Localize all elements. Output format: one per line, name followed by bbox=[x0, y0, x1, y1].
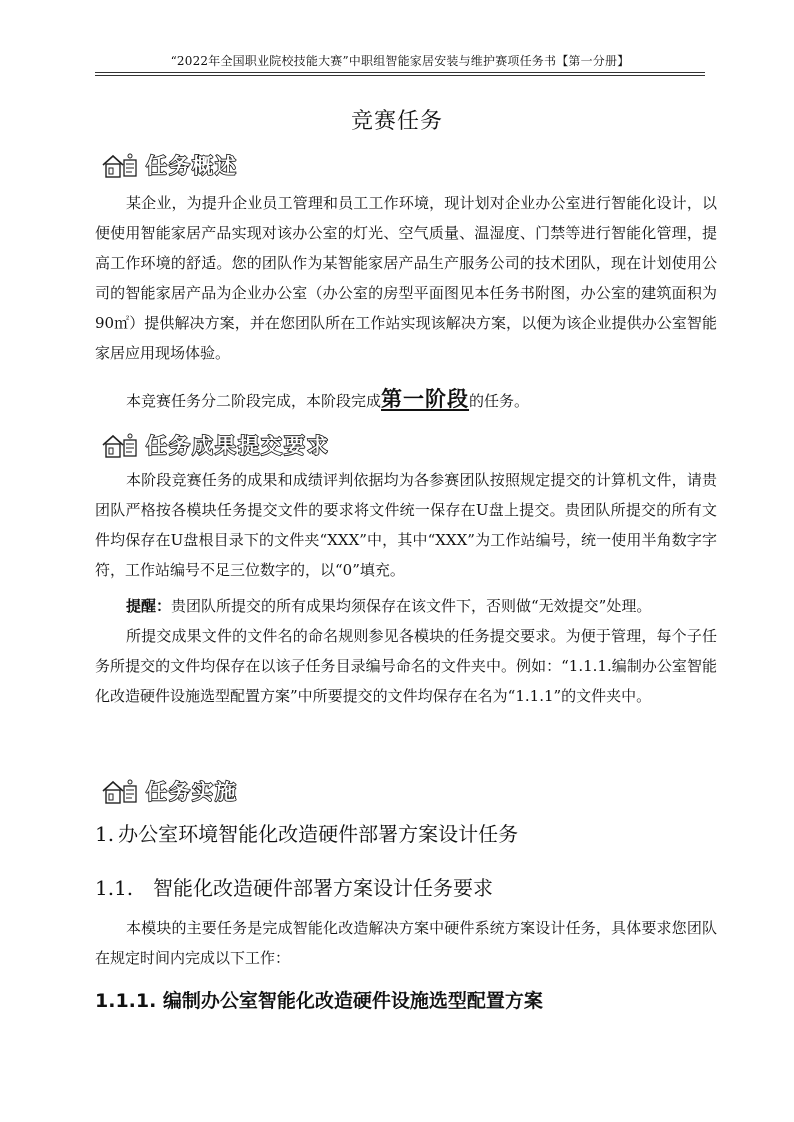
reminder-label: 提醒： bbox=[126, 597, 172, 615]
heading-number: 1.1. bbox=[95, 876, 134, 900]
submission-paragraph-3: 所提交成果文件的文件名的命名规则参见各模块的任务提交要求。为便于管理，每个子任务所提交的文件均保存在以该子任务目录编号命名的文件夹中。例如：“1.1.1.编制办公室智能化改造硬件设施选型配置方案”中所要提交的文件均保存在名为“1.1.1”的文件夹中。 bbox=[95, 627, 717, 705]
heading-level-3: 1.1.1. 编制办公室智能化改造硬件设施选型配置方案 bbox=[95, 990, 543, 1012]
submission-paragraph-1: 本阶段竞赛任务的成果和成绩评判依据均为各参赛团队按照规定提交的计算机文件，请贵团队严格按各模块任务提交文件的要求将文件统一保存在U盘上提交。贵团队所提交的所有文件均保存在U盘根目录下的文件夹“XXX”中，其中“XXX”为工作站编号，统一使用半角数字字符，工作站编号不足三位数字的，以“0”填充。 bbox=[95, 471, 717, 579]
header-rule bbox=[95, 75, 705, 76]
page-title: 竞赛任务 bbox=[350, 109, 443, 134]
stage-emphasis: 第一阶段 bbox=[381, 387, 470, 411]
overview-paragraph: 某企业，为提升企业员工管理和员工工作环境，现计划对企业办公室进行智能化设计，以便使用智能家居产品实现对该办公室的灯光、空气质量、温湿度、门禁等进行智能化管理，提高工作环境的舒适。您的团队作为某智能家居产品生产服务公司的技术团队，现在计划使用公司的智能家居产品为企业办公室（办公室的房型平面图见本任务书附图，办公室的建筑面积为90㎡）提供解决方案，并在您团队所在工作站实现该解决方案，以便为该企业提供办公室智能家居应用现场体验。 bbox=[95, 194, 717, 362]
section-heading-implementation bbox=[100, 776, 238, 806]
implementation-paragraph: 本模块的主要任务是完成智能化改造解决方案中硬件系统方案设计任务，具体要求您团队在规定时间内完成以下工作： bbox=[95, 919, 717, 967]
section-heading-overview bbox=[100, 150, 238, 180]
heading-number: 1. bbox=[95, 822, 115, 846]
heading-text: 智能化改造硬件部署方案设计任务要求 bbox=[153, 876, 493, 900]
house-document-icon bbox=[100, 151, 140, 179]
stage-text-after: 的任务。 bbox=[469, 392, 530, 410]
section-heading-submission bbox=[100, 430, 330, 460]
heading-level-2 bbox=[95, 872, 493, 901]
section-label: 任务成果提交要求 bbox=[146, 434, 330, 458]
reminder-text: 贵团队所提交的所有成果均须保存在该文件下，否则做“无效提交”处理。 bbox=[171, 597, 652, 615]
heading-level-1 bbox=[95, 818, 518, 847]
section-label: 任务概述 bbox=[146, 154, 238, 178]
stage-text-before: 本竞赛任务分二阶段完成，本阶段完成 bbox=[126, 392, 382, 410]
heading-text: 办公室环境智能化改造硬件部署方案设计任务 bbox=[118, 822, 519, 846]
house-document-icon bbox=[100, 777, 140, 805]
stage-paragraph bbox=[95, 384, 717, 416]
reminder-paragraph bbox=[95, 591, 717, 621]
house-document-icon bbox=[100, 431, 140, 459]
section-label: 任务实施 bbox=[146, 780, 238, 804]
page-header-text: “2022年全国职业院校技能大赛”中职组智能家居安装与维护赛项任务书【第一分册】 bbox=[170, 54, 630, 68]
page-header bbox=[95, 52, 705, 73]
